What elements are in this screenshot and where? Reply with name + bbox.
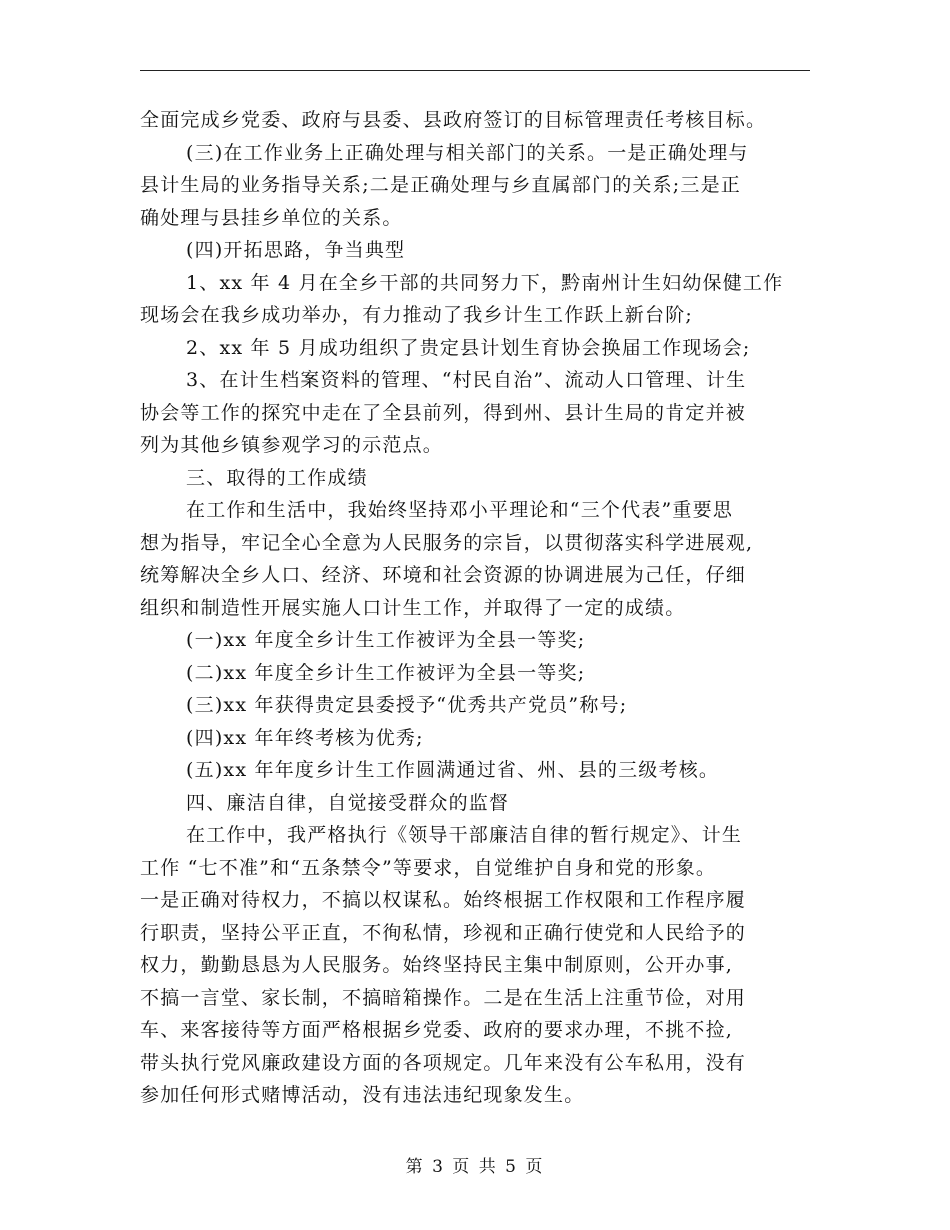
text-line: 现场会在我乡成功举办，有力推动了我乡计生工作跃上新台阶; xyxy=(140,304,694,326)
text-line: 1、xx 年 4 月在全乡干部的共同努力下，黔南州计生妇幼保健工作 xyxy=(186,271,784,294)
text-line: 车、来客接待等方面严格根据乡党委、政府的要求办理，不挑不捡, xyxy=(140,1019,734,1041)
text-line: 协会等工作的探究中走在了全县前列，得到州、县计生局的肯定并被 xyxy=(140,401,747,424)
text-line: 在工作中，我严格执行《领导干部廉洁自律的暂行规定》、计生 xyxy=(186,824,743,846)
text-line: 县计生局的业务指导关系;二是正确处理与乡直属部门的关系;三是正 xyxy=(140,174,742,196)
text-line: 确处理与县挂乡单位的关系。 xyxy=(140,206,403,229)
text-line: 组织和制造性开展实施人口计生工作，并取得了一定的成绩。 xyxy=(140,596,686,619)
text-line: 列为其他乡镇参观学习的示范点。 xyxy=(140,434,444,456)
text-line: 行职责，坚持公平正直，不徇私情，珍视和正确行使党和人民给予的 xyxy=(140,921,747,944)
text-line: 三、取得的工作成绩 xyxy=(186,466,368,489)
text-line: 权力，勤勤恳恳为人民服务。始终坚持民主集中制原则，公开办事, xyxy=(140,954,734,976)
text-line: 统筹解决全乡人口、经济、环境和社会资源的协调进展为己任，仔细 xyxy=(140,564,747,586)
text-line: (三)在工作业务上正确处理与相关部门的关系。一是正确处理与 xyxy=(186,141,749,164)
text-line: 带头执行党风廉政建设方面的各项规定。几年来没有公车私用，没有 xyxy=(140,1051,747,1074)
text-line: 在工作和生活中，我始终坚持邓小平理论和“三个代表”重要思 xyxy=(186,499,734,521)
document-body xyxy=(140,104,810,1112)
text-line: 全面完成乡党委、政府与县委、县政府签订的目标管理责任考核目标。 xyxy=(140,109,767,131)
text-line: 四、廉洁自律，自觉接受群众的监督 xyxy=(186,791,510,814)
header-rule xyxy=(140,70,810,71)
text-line: (四)xx 年年终考核为优秀; xyxy=(186,726,424,749)
text-line: 不搞一言堂、家长制，不搞暗箱操作。二是在生活上注重节俭，对用 xyxy=(140,986,747,1009)
text-line: (四)开拓思路，争当典型 xyxy=(186,239,406,261)
text-line: 2、xx 年 5 月成功组织了贵定县计划生育协会换届工作现场会; xyxy=(186,336,751,359)
text-line: 工作 “七不准”和“五条禁令”等要求，自觉维护自身和党的形象。 xyxy=(140,856,717,879)
text-line: 想为指导，牢记全心全意为人民服务的宗旨，以贯彻落实科学进展观, xyxy=(140,531,754,554)
text-line: (三)xx 年获得贵定县委授予“优秀共产党员”称号; xyxy=(186,694,628,716)
text-line: (一)xx 年度全乡计生工作被评为全县一等奖; xyxy=(186,629,586,651)
text-line: (二)xx 年度全乡计生工作被评为全县一等奖; xyxy=(186,661,586,684)
text-line: (五)xx 年年度乡计生工作圆满通过省、州、县的三级考核。 xyxy=(186,759,720,781)
text-line: 参加任何形式赌博活动，没有违法违纪现象发生。 xyxy=(140,1084,585,1106)
page-number: 第 3 页 共 5 页 xyxy=(405,1157,545,1177)
text-line: 3、在计生档案资料的管理、“村民自治”、流动人口管理、计生 xyxy=(186,369,747,391)
text-line: 一是正确对待权力，不搞以权谋私。始终根据工作权限和工作程序履 xyxy=(140,889,747,911)
